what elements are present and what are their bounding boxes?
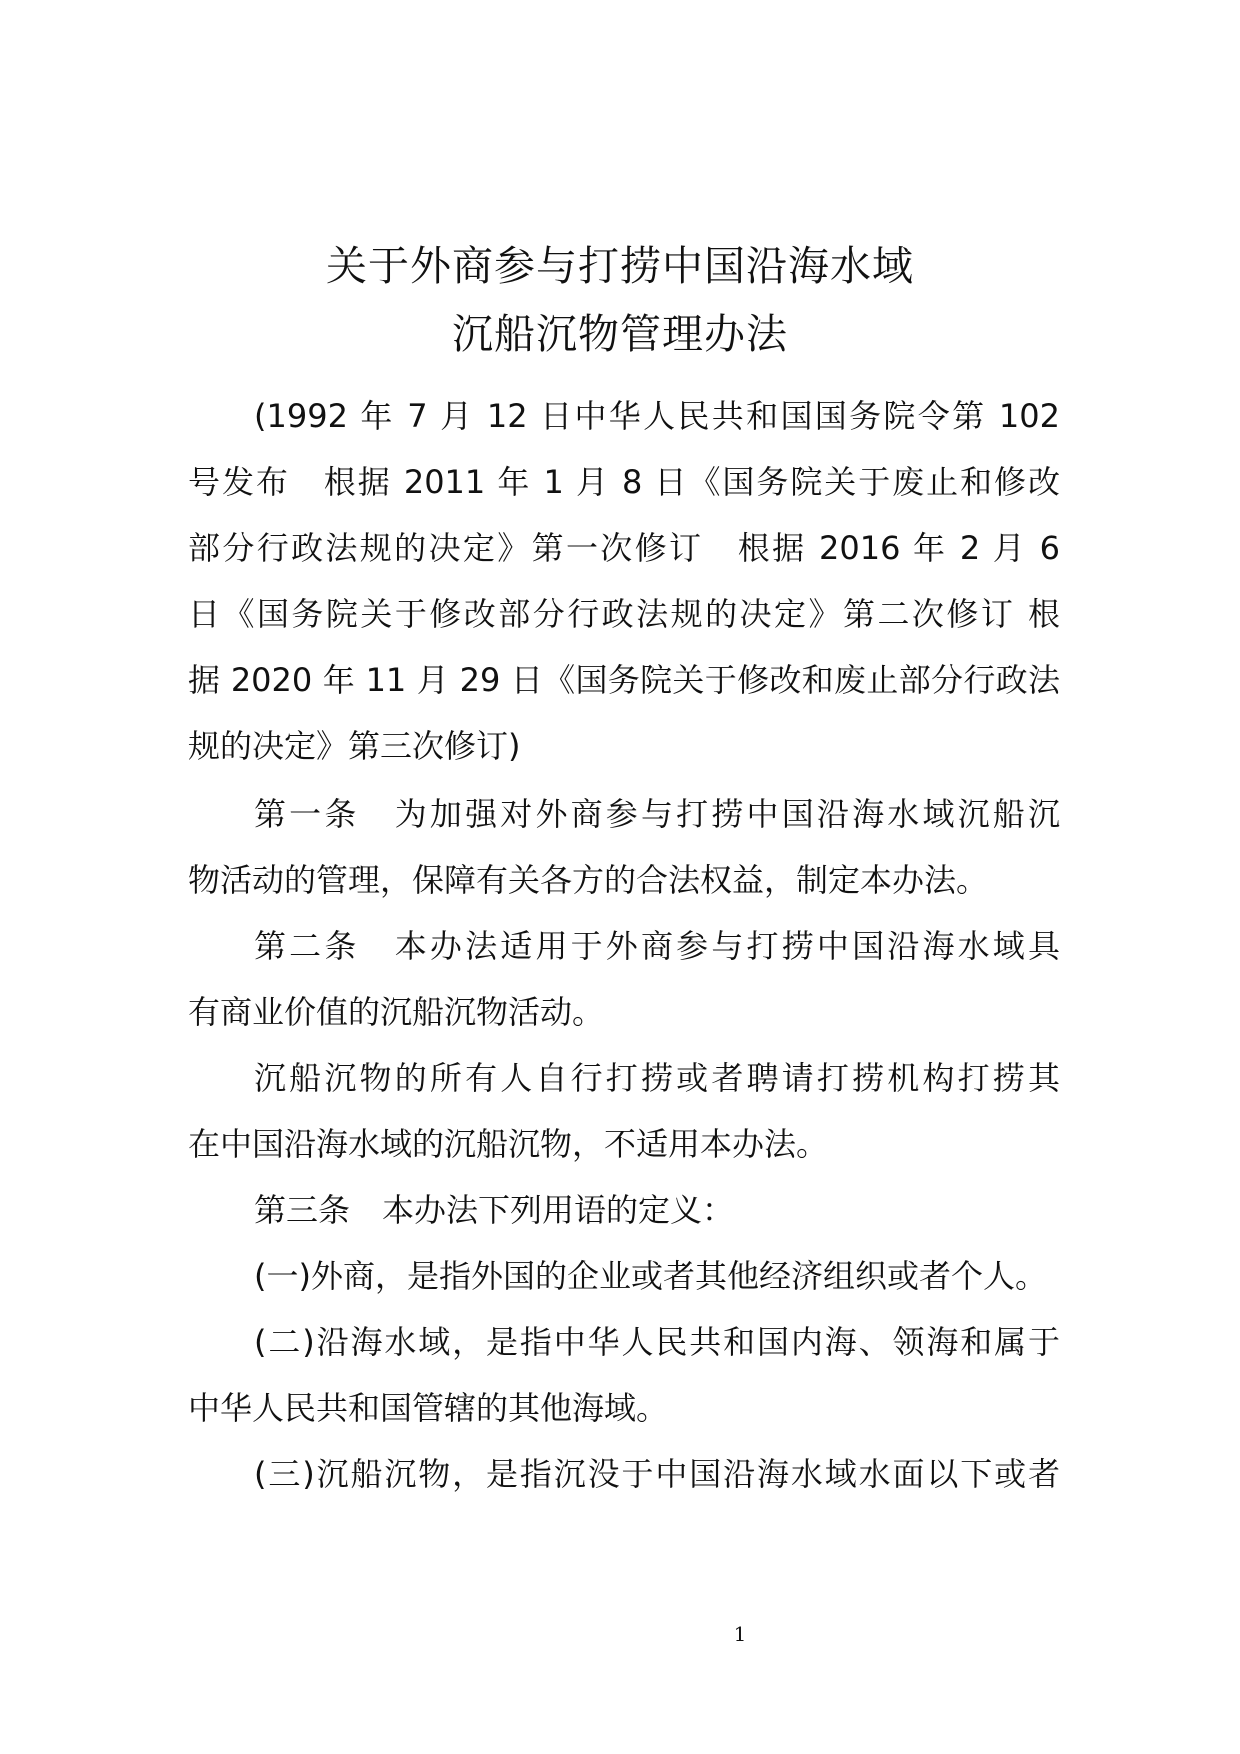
article-2-para-2-line-2: 在中国沿海水域的沉船沉物，不适用本办法。: [188, 1125, 829, 1163]
preamble-line-3: 部分行政法规的决定》第一次修订 根据 2016 年 2 月 6: [188, 529, 1060, 567]
article-1-line-2: 物活动的管理，保障有关各方的合法权益，制定本办法。: [188, 861, 989, 899]
preamble: [188, 383, 1060, 779]
article-3-item-3-line-1: (三)沉船沉物，是指沉没于中国沿海水域水面以下或者: [254, 1455, 1060, 1493]
article-2-line-2: 有商业价值的沉船沉物活动。: [188, 993, 605, 1031]
article-2-line-1: 第二条 本办法适用于外商参与打捞中国沿海水域具: [254, 927, 1060, 965]
title-line-2: 沉船沉物管理办法: [452, 310, 788, 358]
preamble-line-4: 日《国务院关于修改部分行政法规的决定》第二次修订 根: [188, 595, 1060, 633]
preamble-line-5: 据 2020 年 11 月 29 日《国务院关于修改和废止部分行政法: [188, 661, 1060, 699]
articles: [188, 781, 1060, 1507]
article-3-item-2-line-1: (二)沿海水域，是指中华人民共和国内海、领海和属于: [254, 1323, 1060, 1361]
article-3-item-2-line-2: 中华人民共和国管辖的其他海域。: [188, 1389, 669, 1427]
preamble-line-1: (1992 年 7 月 12 日中华人民共和国国务院令第 102: [254, 397, 1060, 435]
document-title: [0, 232, 1240, 368]
article-3-item-1: (一)外商，是指外国的企业或者其他经济组织或者个人。: [254, 1257, 1047, 1295]
title-line-1: 关于外商参与打捞中国沿海水域: [326, 242, 914, 290]
article-1-line-1: 第一条 为加强对外商参与打捞中国沿海水域沉船沉: [254, 795, 1060, 833]
article-3-line-1: 第三条 本办法下列用语的定义：: [254, 1191, 735, 1229]
page-number: 1: [733, 1622, 747, 1646]
preamble-line-6: 规的决定》第三次修订): [188, 727, 521, 765]
article-2-para-2-line-1: 沉船沉物的所有人自行打捞或者聘请打捞机构打捞其: [254, 1059, 1060, 1097]
preamble-line-2: 号发布 根据 2011 年 1 月 8 日《国务院关于废止和修改: [188, 463, 1060, 501]
